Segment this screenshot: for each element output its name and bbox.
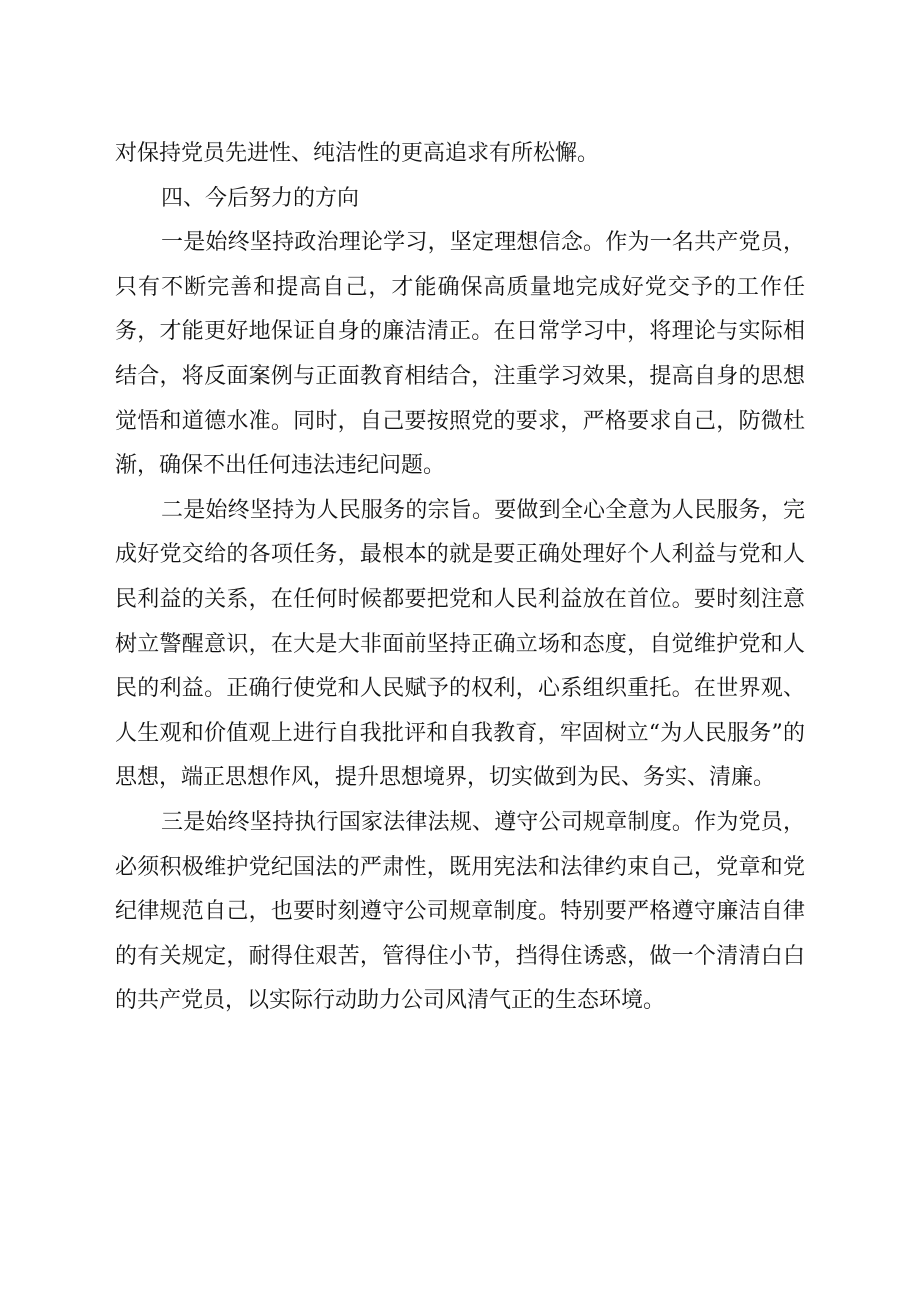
paragraph-point-two: 二是始终坚持为人民服务的宗旨。要做到全心全意为人民服务，完成好党交给的各项任务，最根本的就是要正确处理好个人利益与党和人民利益的关系，在任何时候都要把党和人民利益放在首位。要时刻注意树立警醒意识，在大是大非面前坚持正确立场和态度，自觉维护党和人民的利益。正确行使党和人民赋予的权利，心系组织重托。在世界观、人生观和价值观上进行自我批评和自我教育，牢固树立“为人民服务”的思想，端正思想作风，提升思想境界，切实做到为民、务实、清廉。	[115, 497, 805, 791]
section-heading: 四、今后努力的方向	[161, 185, 360, 211]
paragraph-point-one: 一是始终坚持政治理论学习，坚定理想信念。作为一名共产党员，只有不断完善和提高自己，才能确保高质量地完成好党交予的工作任务，才能更好地保证自身的廉洁清正。在日常学习中，将理论与实际相结合，将反面案例与正面教育相结合，注重学习效果，提高自身的思想觉悟和道德水准。同时，自己要按照党的要求，严格要求自己，防微杜渐，确保不出任何违法违纪问题。	[115, 230, 805, 479]
paragraph-continuation: 对保持党员先进性、纯洁性的更高追求有所松懈。	[115, 141, 600, 166]
document-body	[115, 132, 805, 1024]
paragraph-point-three: 三是始终坚持执行国家法律法规、遵守公司规章制度。作为党员，必须积极维护党纪国法的严肃性，既用宪法和法律约束自己，党章和党纪律规范自己，也要时刻遵守公司规章制度。特别要严格遵守廉洁自律的有关规定，耐得住艰苦，管得住小节，挡得住诱惑，做一个清清白白的共产党员，以实际行动助力公司风清气正的生态环境。	[115, 809, 805, 1014]
